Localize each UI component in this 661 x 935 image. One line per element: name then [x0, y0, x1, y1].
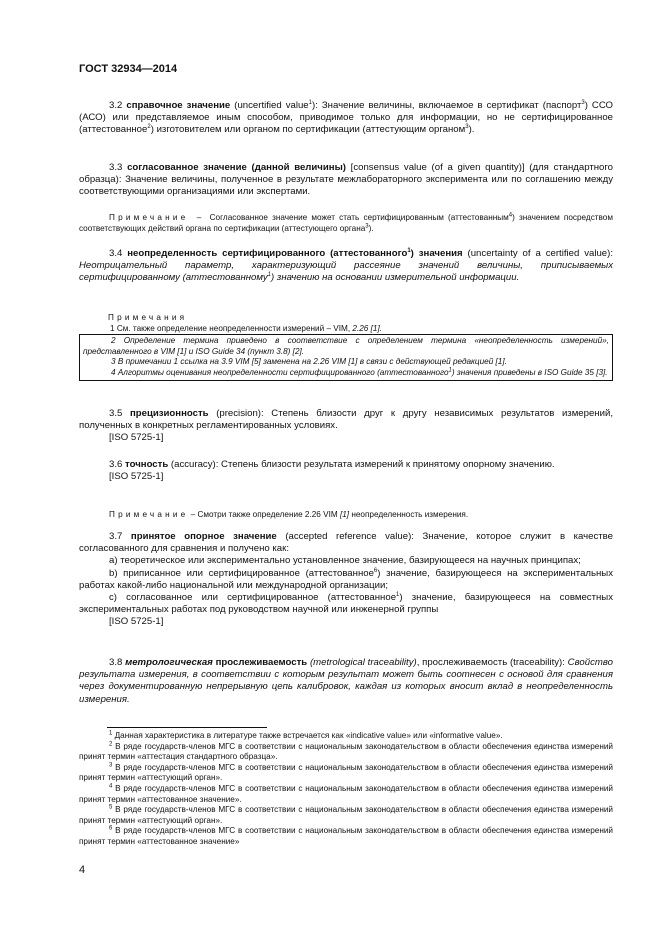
- footnote-mark[interactable]: 1: [396, 591, 400, 598]
- note-3-6: [79, 510, 613, 521]
- term: прослеживаемость: [215, 657, 308, 668]
- reference: [ISO 5725-1]: [109, 432, 164, 444]
- section-3-3-text: [79, 162, 613, 199]
- footnote-6: $^6$ В ряде государств-членов МГС в соответствии с национальным законодательством в области обеспечения единства измерений принят термин «аттестованное значение»: [79, 825, 613, 846]
- footnote-mark[interactable]: 1: [448, 367, 452, 374]
- reference[interactable]: 2.26 [1].: [352, 323, 383, 333]
- section-3-4: 3.4 неопределенность сертифицированного (аттестованного$^1$) значения (uncertainty of a certified value): Неотрицательный параметр, характеризующий рассеяние значений величины, приписываемых сертифицированному (аттестованному$^1$) значению на основании измерительной информации.: [79, 247, 613, 284]
- definition-text: Неотрицательный параметр, характеризующий рассеяние значений величины, приписываемых сертифицированному (аттестованному: [79, 260, 613, 284]
- footnotes: [79, 731, 613, 848]
- section-number: 3.6: [109, 459, 123, 470]
- definition-text: ) изготовителем или органом по сертификации (аттестующим органом: [150, 124, 466, 136]
- term: неопределенность сертифицированного (аттестованного: [127, 248, 408, 259]
- footnote-5: $^5$ В ряде государств-членов МГС в соответствии с национальным законодательством в области обеспечения единства измерений принят термин «аттестующий орган».: [79, 804, 613, 825]
- footnote-1: $^1$ Данная характеристика в литературе также встречается как «indicative value» или «informative value».: [109, 730, 503, 740]
- section-number: 3.2: [109, 100, 123, 111]
- term: согласованное значение (данной величины): [127, 162, 346, 173]
- section-3-6: [79, 459, 613, 483]
- section-number: 3.3: [109, 162, 123, 173]
- notes-3-4: [79, 313, 613, 381]
- section-3-3: [79, 162, 613, 199]
- definition-text: ) значению на основании измерительной информации.: [271, 272, 520, 284]
- definition-text: (precision): Степень близости друг к другу независимых результатов измерений, полученных в конкретных регламентированных условиях.: [79, 408, 613, 432]
- footnote-mark[interactable]: 1: [308, 99, 312, 106]
- footnote-2: $^2$ В ряде государств-членов МГС в соответствии с национальным законодательством в области обеспечения единства измерений принят термин «аттестация стандартного образца».: [79, 740, 613, 762]
- footnote-mark[interactable]: 3: [465, 124, 469, 131]
- section-3-8: 3.8 метрологическая прослеживаемость (metrological traceability), прослеживаемость (traceability): Свойство результата измерения, в соответствии с которым результат может быть соотнесен с основой для сравнения через документированную непрерывную цепь калибровок, каждая из которых вносит вклад в неопределенность измерения.: [79, 657, 613, 705]
- document-header: ГОСТ 32934—2014: [79, 63, 178, 75]
- section-3-7: [79, 531, 613, 629]
- term-english: (metrological traceability): [309, 657, 417, 668]
- note-text: – Смотри также определение 2.26 VIM: [190, 510, 338, 519]
- note-4: 4 Алгоритмы оценивания неопределенности сертифицированного (аттестованного$^1$) значения приведены в ISO Guide 35 [3].: [111, 367, 608, 377]
- term: точность: [125, 459, 169, 470]
- note-text: неопределенность измерения.: [351, 510, 469, 519]
- notes-box: [79, 334, 613, 380]
- term: метрологическая: [125, 657, 213, 668]
- footnote-4: $^4$ В ряде государств-членов МГС в соответствии с национальным законодательством в области обеспечения единства измерений принят термин «аттестованное значение».: [79, 783, 613, 804]
- footnote-mark[interactable]: 3: [581, 99, 585, 106]
- item-a: a) теоретическое или экспериментально установленное значение, базирующееся на научных принципах;: [109, 555, 581, 567]
- definition-text: ): Значение величины, включаемое в сертификат (паспорт: [312, 100, 582, 111]
- note-label: Примечание: [109, 510, 189, 519]
- term: прецизионность: [129, 408, 209, 419]
- page-number: 4: [79, 864, 86, 876]
- section-3-2-text: [79, 100, 613, 137]
- note-2: 2 Определение термина приведено в соответствие с определением термина «неопределенность измерений», представленного в VIM [1] и ISO Guide 34 (пункт 3.8) [2].: [83, 336, 609, 356]
- note-text: ) значением посредством соответствующих действий органа по сертификации (аттестующего органа: [79, 213, 613, 233]
- footnote-mark[interactable]: 1: [267, 272, 271, 279]
- definition-text: Свойство результата измерения, в соответствии с которым результат может быть соотнесен с основой для сравнения через документированную непрерывную цепь калибровок, каждая из которых вносит вклад в неопределенность измерения.: [79, 657, 613, 705]
- reference: [ISO 5725-1]: [109, 616, 164, 628]
- definition-text: ) ССО (АСО) или представляемое иным способом, приводимое только для информации, но не сертифицированное (аттестованное: [79, 100, 614, 136]
- definition-text: (accepted reference value): Значение, которое служит в качестве согласованного для сравнения и получено как:: [79, 531, 613, 555]
- footnote-mark[interactable]: 1: [407, 247, 411, 254]
- definition-text: (accuracy): Степень близости результата измерений к принятому опорному значению.: [170, 459, 555, 470]
- note-3-3: Примечание – Согласованное значение может стать сертифицированным (аттестованным$^4$) значением посредством соответствующих действий органа по сертификации (аттестующего органа$^3$).: [79, 212, 613, 233]
- note-text: Согласованное значение может стать сертифицированным (аттестованным: [209, 213, 509, 222]
- term: справочное значение: [126, 100, 231, 111]
- term-english: (uncertainty of a certified value):: [467, 248, 613, 259]
- note-1: 1 См. также определение неопределенности измерений – VIM, 2.26 [1].: [110, 323, 383, 333]
- section-number: 3.4: [109, 248, 123, 259]
- reference: [ISO 5725-1]: [109, 471, 164, 483]
- reference[interactable]: [1]: [339, 510, 350, 519]
- item-c: c) согласованное или сертифицированное (аттестованное$^1$) значение, базирующееся на совместных экспериментальных работах под руководством научной или инженерной группы: [79, 591, 613, 616]
- footnote-3: $^3$ В ряде государств-членов МГС в соответствии с национальным законодательством в области обеспечения единства измерений принят термин «аттестующий орган».: [79, 762, 613, 783]
- footnote-mark[interactable]: 4: [508, 212, 513, 219]
- footnote-mark[interactable]: 6: [373, 567, 378, 574]
- definition-text: [consensus value (of a given quantity)] (для стандартного образца): Значение величины, полученное в результате межлабораторного эксперимента или по соглашению между соответствующими организациями или экспертами.: [79, 162, 614, 198]
- section-3-5: [79, 408, 613, 445]
- footnote-separator: [107, 727, 267, 728]
- section-3-2: [79, 100, 613, 137]
- footnote-mark[interactable]: 3: [365, 222, 369, 229]
- section-number: 3.5: [109, 408, 123, 419]
- footnote-mark[interactable]: 2: [147, 124, 151, 131]
- item-b: b) приписанное или сертифицированное (аттестованное$^6$) значение, базирующееся на экспериментальных работах какой-либо национальной или международной организации;: [79, 567, 613, 591]
- notes-label: Примечания: [108, 313, 188, 322]
- section-number: 3.7: [109, 531, 123, 542]
- term: принятое опорное значение: [130, 531, 277, 542]
- definition-text: ).: [468, 124, 475, 136]
- note-3: 3 В примечании 1 ссылка на 3.9 VIM [5] заменена на 2.26 VIM [1] в связи с действующей редакцией [1].: [111, 357, 507, 367]
- term-english: (uncertified value: [234, 100, 309, 111]
- section-number: 3.8: [109, 657, 123, 668]
- note-label: Примечание: [109, 213, 189, 222]
